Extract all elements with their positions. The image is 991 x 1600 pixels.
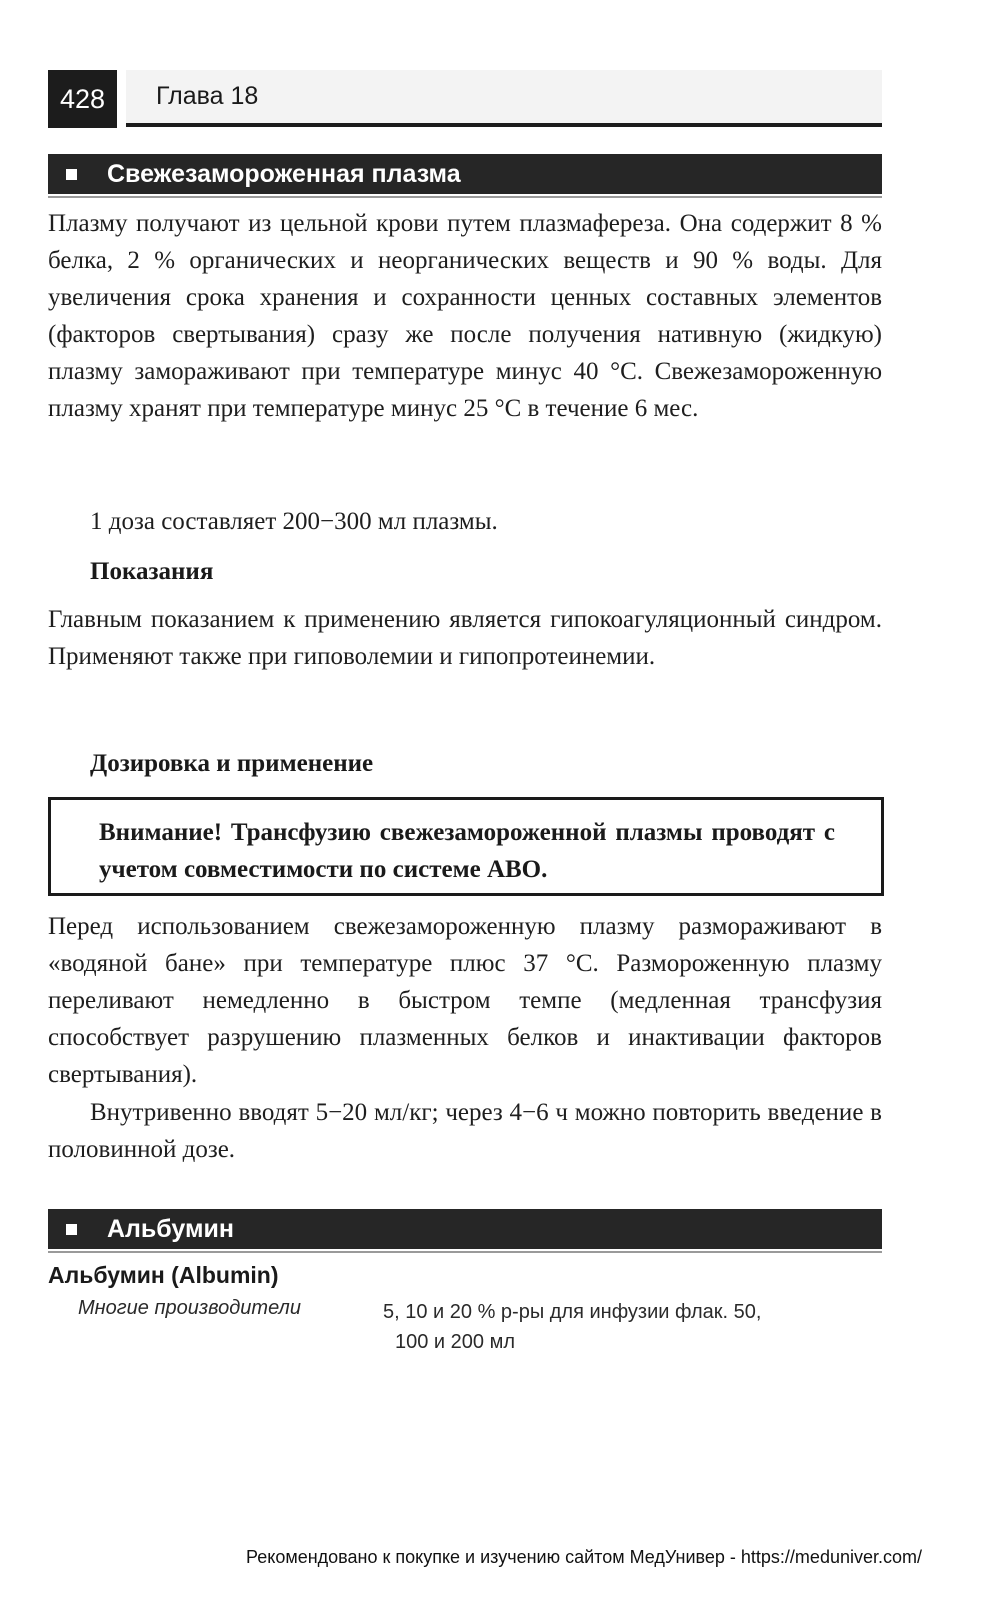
thaw-paragraph: Перед использованием свежезамороженную плазму размораживают в «водяной бане» при температуре плюс 37 °С. Размороженную плазму переливают немедленно в быстром темпе (медленная трансфузия способствует разрушению плазменных белков и инактивации факторов свертывания). [48, 913, 882, 1088]
section-heading-albumin [48, 1209, 882, 1249]
indications-heading: Показания [90, 558, 214, 585]
section-title: Свежезамороженная плазма [107, 159, 461, 188]
page-number: 428 [48, 70, 117, 128]
drug-forms [383, 1297, 853, 1357]
section-heading-plasma [48, 154, 882, 194]
drug-manufacturer: Многие производители [78, 1297, 301, 1319]
warning-box [48, 797, 884, 896]
section-rule [48, 1251, 882, 1253]
section-title: Альбумин [107, 1214, 234, 1243]
warning-text: Внимание! Трансфузию свежезамороженной плазмы проводят с учетом совместимости по системе АВО. [99, 819, 835, 883]
section-rule [48, 196, 882, 198]
square-bullet-icon [66, 169, 77, 180]
iv-dose-paragraph: Внутривенно вводят 5−20 мл/кг; через 4−6 ч можно повторить введение в половинной дозе. [48, 1099, 882, 1163]
plasma-intro-paragraph: Плазму получают из цельной крови путем плазмафереза. Она содержит 8 % белка, 2 % органических и неорганических веществ и 90 % воды. Для увеличения срока хранения и сохранности ценных составных элементов (факторов свертывания) сразу же после получения нативную (жидкую) плазму замораживают при температуре минус 40 °С. Свежезамороженную плазму хранят при температуре минус 25 °С в течение 6 мес. [48, 210, 882, 422]
chapter-bar [126, 70, 882, 127]
drug-forms-line: 100 и 200 мл [395, 1331, 515, 1353]
drug-name: Альбумин (Albumin) [48, 1262, 279, 1288]
indications-paragraph: Главным показанием к применению является гипокоагуляционный синдром. Применяют также при гиповолемии и гипопротеинемии. [48, 606, 882, 670]
square-bullet-icon [66, 1224, 77, 1235]
drug-forms-line: 5, 10 и 20 % р-ры для инфузии флак. 50, [383, 1301, 762, 1323]
footer-recommendation: Рекомендовано к покупке и изучению сайтом МедУнивер - https://meduniver.com/ [246, 1547, 922, 1567]
plasma-dose-paragraph: 1 доза составляет 200−300 мл плазмы. [90, 508, 498, 535]
dosage-heading: Дозировка и применение [90, 750, 374, 777]
running-header [48, 70, 882, 128]
chapter-title: Глава 18 [156, 82, 259, 110]
